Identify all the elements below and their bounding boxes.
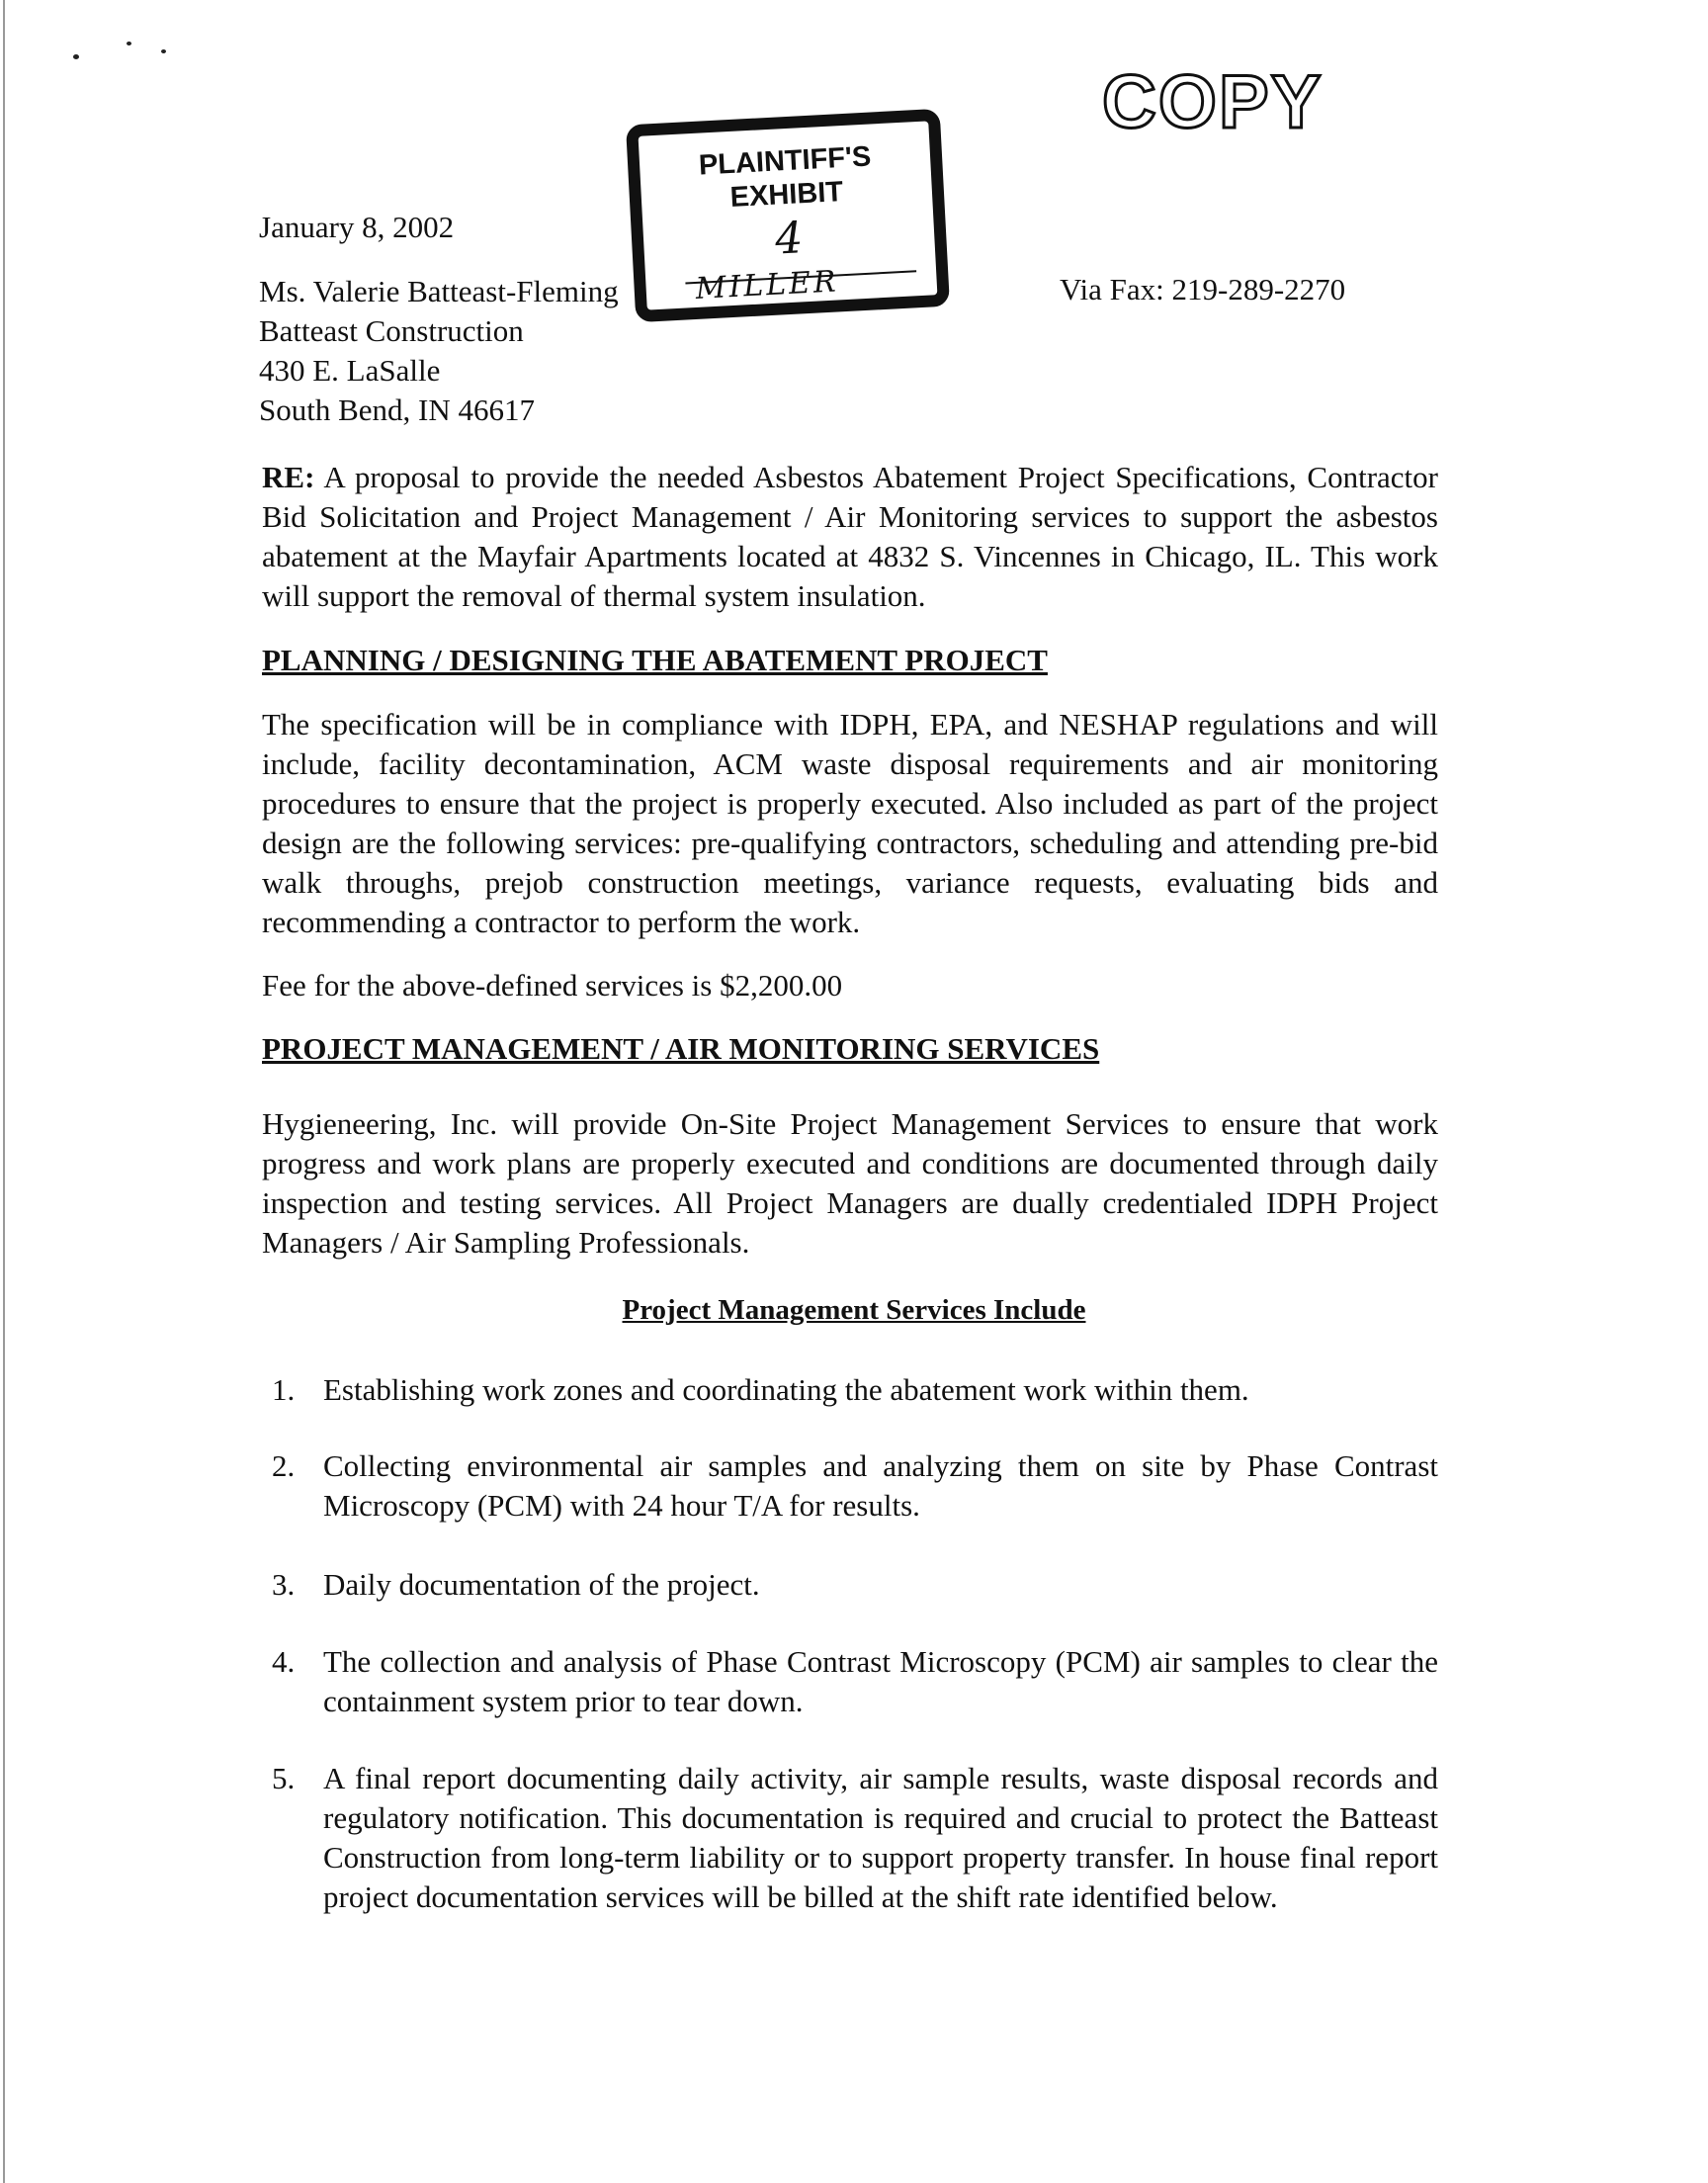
list-item-text: Daily documentation of the project. bbox=[323, 1567, 760, 1602]
list-item-text: Establishing work zones and coordinating the abatement work within them. bbox=[323, 1372, 1249, 1407]
exhibit-number: 4 bbox=[773, 213, 805, 265]
recipient-company: Batteast Construction bbox=[259, 313, 524, 348]
scan-speck bbox=[161, 49, 166, 53]
planning-fee: Fee for the above-defined services is $2,200.00 bbox=[262, 968, 843, 1003]
list-item-number: 3. bbox=[272, 1567, 296, 1602]
planning-body: The specification will be in compliance with IDPH, EPA, and NESHAP regulations and will include, facility decontamination, ACM waste disposal requirements and air monitoring procedures to ensure that the project is properly executed. Also included as part of the project design are the following services: pre-qualifying contractors, scheduling and attending pre-bid walk throughs, prejob construction meetings, variance requests, evaluating bids and recommending a contractor to perform the work. bbox=[262, 707, 1438, 939]
list-item-text: The collection and analysis of Phase Contrast Microscopy (PCM) air samples to clear the containment system prior to tear down. bbox=[323, 1644, 1438, 1718]
exhibit-signature: MILLER bbox=[694, 264, 840, 306]
re-label: RE: bbox=[262, 460, 315, 494]
list-item-number: 5. bbox=[272, 1761, 296, 1795]
scan-speck bbox=[73, 54, 79, 59]
recipient-name: Ms. Valerie Batteast-Fleming bbox=[259, 274, 619, 308]
via-fax: Via Fax: 219-289-2270 bbox=[1060, 272, 1346, 306]
scan-speck bbox=[127, 42, 131, 45]
management-heading: PROJECT MANAGEMENT / AIR MONITORING SERVICES bbox=[262, 1031, 1100, 1066]
list-item-number: 1. bbox=[272, 1372, 296, 1407]
list-item-text: Collecting environmental air samples and analyzing them on site by Phase Contrast Microscopy (PCM) with 24 hour T/A for results. bbox=[323, 1448, 1438, 1523]
list-item-number: 4. bbox=[272, 1644, 296, 1679]
copy-stamp: COPY bbox=[1102, 60, 1324, 144]
list-item-number: 2. bbox=[272, 1448, 296, 1483]
exhibit-stamp-title-line1: PLAINTIFF'S bbox=[698, 140, 873, 182]
services-subheading: Project Management Services Include bbox=[622, 1294, 1086, 1326]
exhibit-stamp-title-line2: EXHIBIT bbox=[728, 176, 844, 215]
planning-heading: PLANNING / DESIGNING THE ABATEMENT PROJECT bbox=[262, 643, 1048, 677]
management-body: Hygieneering, Inc. will provide On-Site Project Management Services to ensure that work progress and work plans are properly executed and conditions are documented through daily inspection and testing services. All Project Managers are dually credentialed IDPH Project Managers / Air Sampling Professionals. bbox=[262, 1106, 1438, 1260]
re-paragraph bbox=[262, 458, 1438, 616]
re-text: A proposal to provide the needed Asbestos Abatement Project Specifications, Contractor Bid Solicitation and Project Management / Air Monitoring services to support the asbestos abatement at the Mayfair Apartments located at 4832 S. Vincennes in Chicago, IL. This work will support the removal of thermal system insulation. bbox=[262, 460, 1438, 613]
scan-left-edge bbox=[3, 0, 5, 2183]
list-item-text: A final report documenting daily activity, air sample results, waste disposal records and regulatory notification. This documentation is required and crucial to protect the Batteast Construction from long-term liability or to support property transfer. In house final report project documentation services will be billed at the shift rate identified below. bbox=[323, 1761, 1438, 1914]
letter-date: January 8, 2002 bbox=[259, 210, 455, 244]
plaintiffs-exhibit-stamp bbox=[626, 109, 950, 322]
exhibit-stamp-title bbox=[639, 136, 932, 218]
recipient-street: 430 E. LaSalle bbox=[259, 353, 441, 388]
recipient-city: South Bend, IN 46617 bbox=[259, 393, 535, 427]
